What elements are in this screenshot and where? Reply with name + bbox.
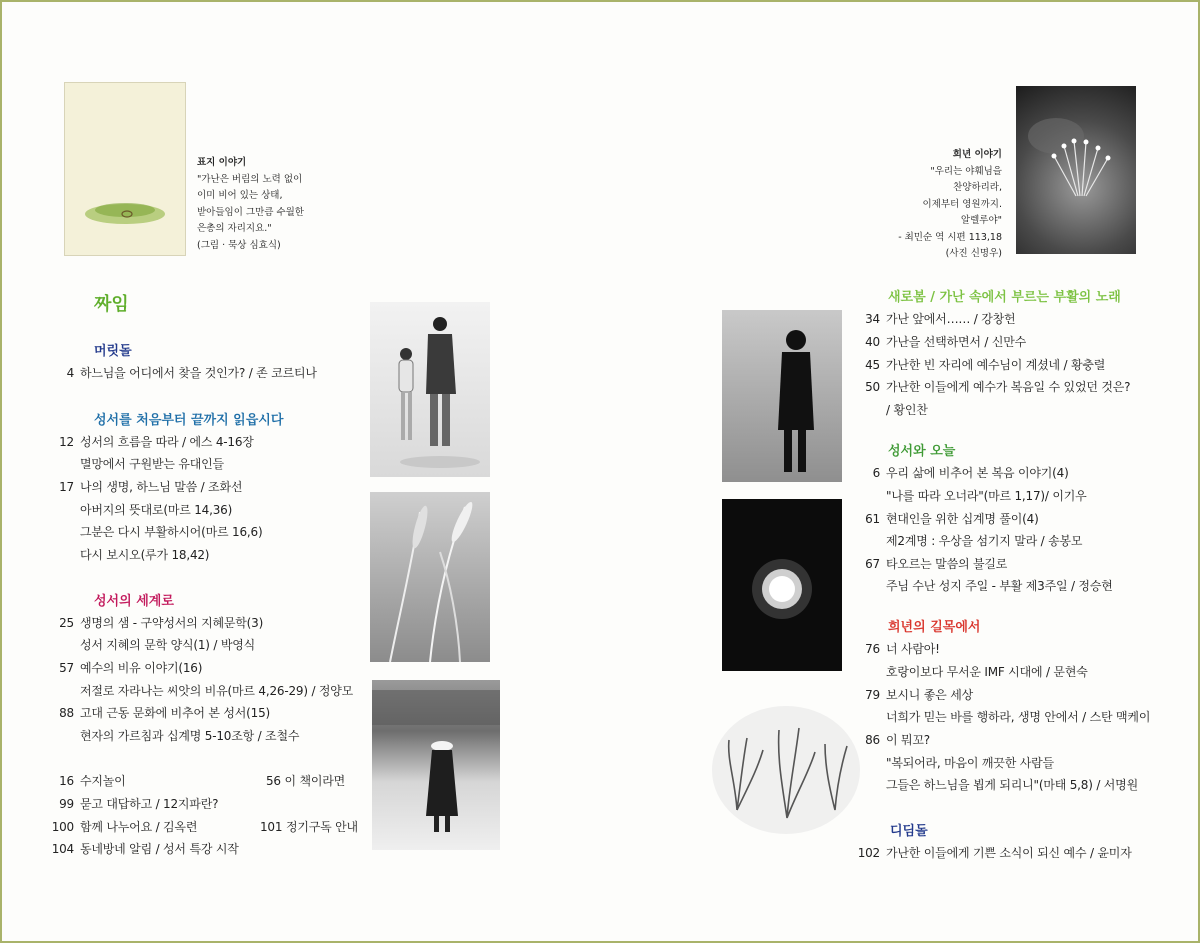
section-heading: 디딤돌 bbox=[890, 824, 928, 839]
toc-entry: 40 가난을 선택하면서 / 신만수 bbox=[865, 335, 1026, 349]
photo-walking-father-child bbox=[370, 302, 490, 477]
toc-entry: 다시 보시오(루가 18,42) bbox=[80, 548, 210, 562]
toc-entry: 그들은 하느님을 뵙게 되리니"(마태 5,8) / 서명원 bbox=[886, 778, 1138, 792]
jubilee-story-caption bbox=[870, 147, 1002, 263]
toc-entry: 17 나의 생명, 하느님 말씀 / 조화선 bbox=[59, 480, 243, 494]
photo-silhouette-child bbox=[722, 310, 842, 482]
jubilee-story-title: 희년 이야기 bbox=[952, 149, 1002, 160]
drawing-raised-hands bbox=[707, 700, 865, 840]
toc-entry: 67 타오르는 말씀의 불길로 bbox=[865, 557, 1008, 571]
toc-entry: 아버지의 뜻대로(마르 14,36) bbox=[80, 503, 233, 517]
jubilee-story-line: 이제부터 영원까지. bbox=[922, 198, 1002, 210]
toc-entry: "나를 따라 오너라"(마르 1,17)/ 이기우 bbox=[886, 489, 1087, 503]
section-heading: 새로봄 / 가난 속에서 부르는 부활의 노래 bbox=[888, 290, 1121, 305]
toc-entry: 성서 지혜의 문학 양식(1) / 박영식 bbox=[80, 638, 256, 652]
jubilee-story-line: (사진 신명우) bbox=[945, 248, 1002, 259]
jubilee-story-line: 찬양하리라, bbox=[953, 182, 1002, 193]
cover-story-title: 표지 이야기 bbox=[197, 157, 247, 168]
section-heading: 성서의 세계로 bbox=[94, 594, 174, 609]
cover-painting bbox=[64, 82, 186, 256]
section-heading: 성서와 오늘 bbox=[888, 444, 956, 459]
toc-entry: 86 이 뭐꼬? bbox=[865, 733, 930, 747]
toc-entry: 50 가난한 이들에게 예수가 복음일 수 있었던 것은? bbox=[865, 380, 1131, 394]
toc-entry: 그분은 다시 부활하시어(마르 16,6) bbox=[80, 525, 263, 539]
toc-entry: 61 현대인을 위한 십계명 풀이(4) bbox=[865, 512, 1039, 526]
toc-entry: / 황인찬 bbox=[886, 403, 928, 417]
toc-entry: 88 고대 근동 문화에 비추어 본 성서(15) bbox=[59, 706, 271, 720]
cover-story-line: (그림 · 묵상 심효식) bbox=[197, 239, 281, 251]
toc-entry: 저절로 자라나는 씨앗의 비유(마르 4,26-29) / 정양모 bbox=[80, 684, 354, 698]
toc-title: 짜임 bbox=[94, 294, 129, 315]
toc-entry: 79 보시니 좋은 세상 bbox=[865, 688, 973, 702]
toc-entry: 104 동네방네 알림 / 성서 특강 시작 bbox=[51, 842, 239, 856]
toc-entry: 호랑이보다 무서운 IMF 시대에 / 문현숙 bbox=[886, 665, 1088, 679]
toc-entry: 102 가난한 이들에게 기쁜 소식이 되신 예수 / 윤미자 bbox=[857, 846, 1132, 860]
cover-story-caption bbox=[197, 155, 304, 254]
photo-glowing-sun bbox=[722, 499, 842, 671]
toc-entry: 너희가 믿는 바를 행하라, 생명 안에서 / 스탄 맥케이 bbox=[886, 710, 1151, 724]
toc-entry: 16 수지놀이 bbox=[59, 774, 126, 788]
toc-entry: 현자의 가르침과 십계명 5-10조항 / 조철수 bbox=[80, 729, 300, 743]
jubilee-story-line: "우리는 야훼님을 bbox=[930, 165, 1002, 177]
toc-entry: 34 가난 앞에서…… / 강창헌 bbox=[865, 312, 1016, 326]
toc-entry: 25 생명의 샘 - 구약성서의 지혜문학(3) bbox=[59, 616, 264, 630]
cover-story-line: 받아들임이 그만큼 수월한 bbox=[197, 206, 304, 218]
toc-entry: 100 함께 나누어요 / 김옥련 bbox=[51, 820, 198, 834]
toc-entry: 4 하느님을 어디에서 찾을 것인가? / 존 코르티나 bbox=[66, 366, 317, 380]
toc-entry: 76 너 사람아! bbox=[865, 642, 940, 656]
section-heading: 성서를 처음부터 끝까지 읽읍시다 bbox=[94, 413, 284, 428]
toc-entry: 99 묻고 대답하고 / 12지파란? bbox=[59, 797, 219, 811]
cover-story-line: "가난은 버림의 노력 없이 bbox=[197, 173, 303, 185]
toc-entry: 101 정기구독 안내 bbox=[260, 820, 358, 834]
cover-story-line: 은총의 자리지요." bbox=[197, 223, 272, 234]
toc-entry: 주님 수난 성지 주일 - 부활 제3주일 / 정승현 bbox=[886, 579, 1113, 593]
toc-entry: 57 예수의 비유 이야기(16) bbox=[59, 661, 203, 675]
jubilee-story-line: - 최민순 역 시편 113,18 bbox=[898, 231, 1002, 243]
toc-entry: "복되어라, 마음이 깨끗한 사람들 bbox=[886, 756, 1054, 770]
toc-entry: 6 우리 삶에 비추어 본 복음 이야기(4) bbox=[872, 466, 1069, 480]
toc-entry: 45 가난한 빈 자리에 예수님이 계셨네 / 황충렬 bbox=[865, 358, 1106, 372]
section-heading: 머릿돌 bbox=[94, 344, 132, 359]
photo-flower bbox=[1016, 86, 1136, 254]
jubilee-story-line: 알렐루야" bbox=[960, 215, 1002, 226]
photo-woman-on-road bbox=[372, 680, 500, 850]
toc-entry: 12 성서의 흐름을 따라 / 에스 4-16장 bbox=[59, 435, 254, 449]
cover-story-line: 이미 비어 있는 상태, bbox=[197, 190, 283, 201]
toc-entry: 멸망에서 구원받는 유대인들 bbox=[80, 457, 224, 471]
toc-entry: 56 이 책이라면 bbox=[266, 774, 346, 788]
toc-entry: 제2계명 : 우상을 섬기지 말라 / 송봉모 bbox=[886, 534, 1083, 548]
section-heading: 희년의 길목에서 bbox=[888, 620, 981, 635]
photo-barley bbox=[370, 492, 490, 662]
